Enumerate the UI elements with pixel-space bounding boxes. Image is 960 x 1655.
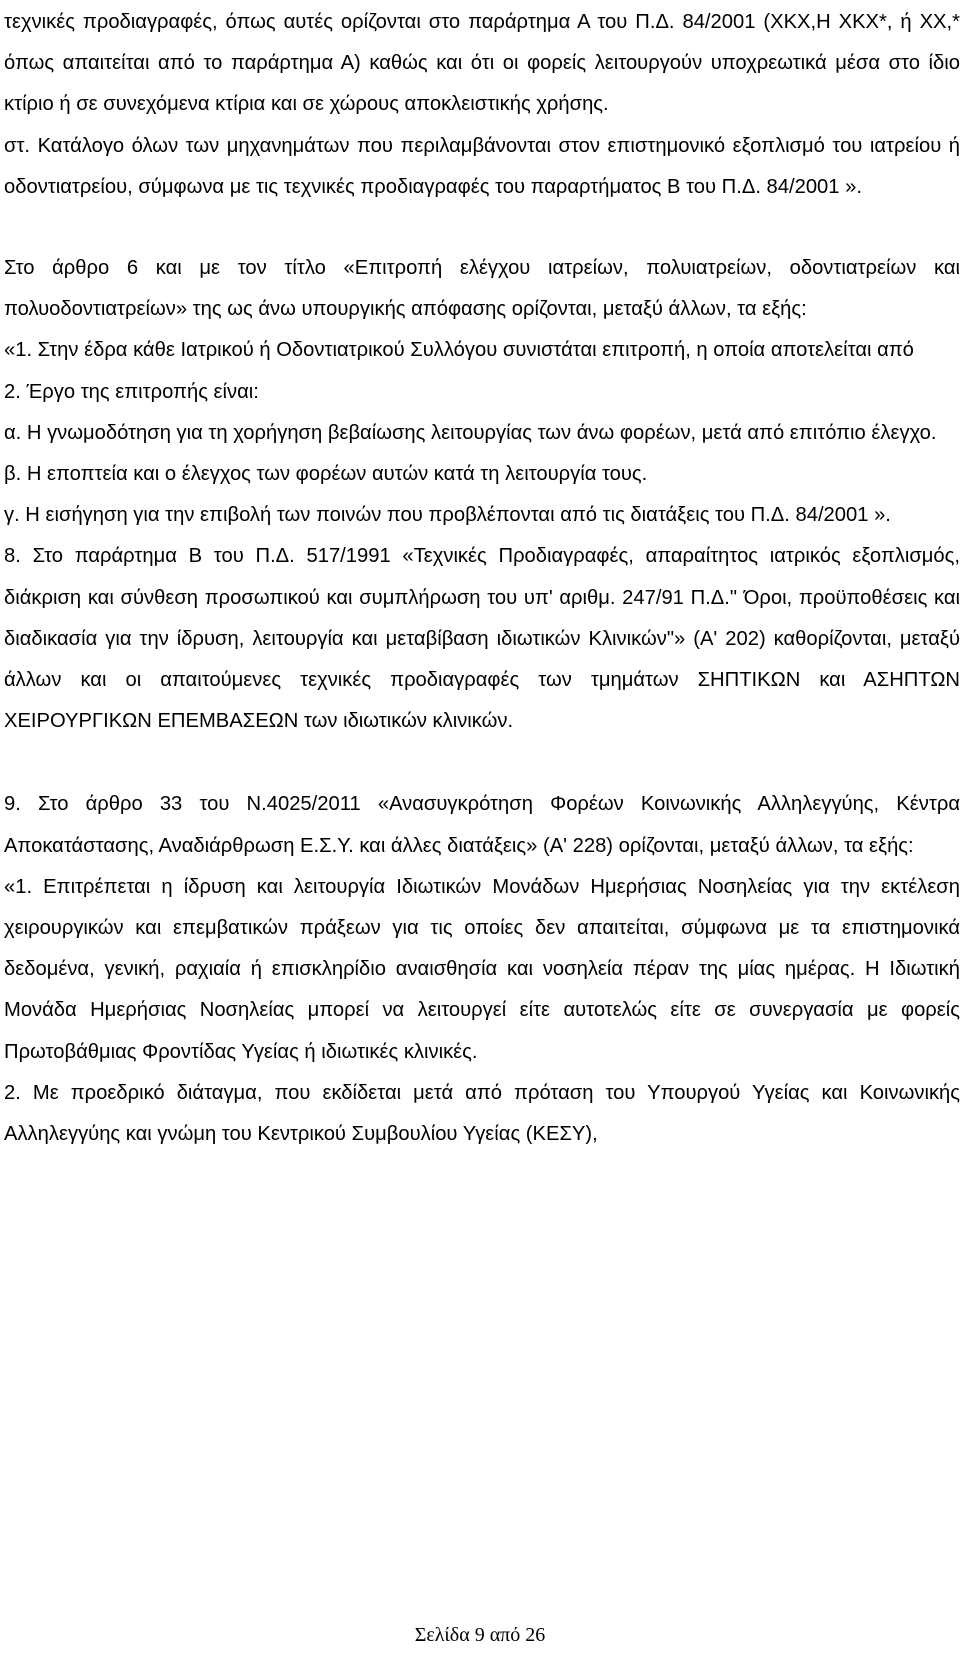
document-body <box>4 2 960 1155</box>
paragraph-section-9: 9. Στο άρθρο 33 του Ν.4025/2011 «Ανασυγκρότηση Φορέων Κοινωνικής Αλληλεγγύης, Κέντρα Αποκατάστασης, Αναδιάρθρωση Ε.Σ.Υ. και άλλες διατάξεις» (Α' 228) ορίζονται, μεταξύ άλλων, τα εξής: <box>4 793 960 857</box>
paragraph-section-8: 8. Στο παράρτημα Β του Π.Δ. 517/1991 «Τεχνικές Προδιαγραφές, απαραίτητος ιατρικός εξοπλισμός, διάκριση και σύνθεση προσωπικού και συμπλήρωση του υπ' αριθμ. 247/91 Π.Δ." Όροι, προϋποθέσεις και διαδικασία για την ίδρυση, λειτουργία και μεταβίβαση ιδιωτικών Κλινικών"» (Α' 202) καθορίζονται, μεταξύ άλλων και οι απαιτούμενες τεχνικές προδιαγραφές των τμημάτων ΣΗΠΤΙΚΩΝ και ΑΣΗΠΤΩΝ ΧΕΙΡΟΥΡΓΙΚΩΝ ΕΠΕΜΒΑΣΕΩΝ των ιδιωτικών κλινικών. <box>4 545 960 733</box>
paragraph-day-care-1: «1. Επιτρέπεται η ίδρυση και λειτουργία Ιδιωτικών Μονάδων Ημερήσιας Νοσηλείας για την εκτέλεση χειρουργικών και επεμβατικών πράξεων για τις οποίες δεν απαιτείται, σύμφωνα με τα επιστημονικά δεδομένα, γενική, ραχιαία ή επισκληρίδιο αναισθησία και νοσηλεία πέραν της μίας ημέρας. Η Ιδιωτική Μονάδα Ημερήσιας Νοσηλείας μπορεί να λειτουργεί είτε αυτοτελώς είτε σε συνεργασία με φορείς Πρωτοβάθμιας Φροντίδας Υγείας ή ιδιωτικές κλινικές. <box>4 875 960 1063</box>
paragraph-day-care-2: 2. Με προεδρικό διάταγμα, που εκδίδεται μετά από πρόταση του Υπουργού Υγείας και Κοινωνικής Αλληλεγγύης και γνώμη του Κεντρικού Συμβουλίου Υγείας (ΚΕΣΥ), <box>4 1081 960 1146</box>
paragraph-technical-specs: τεχνικές προδιαγραφές, όπως αυτές ορίζονται στο παράρτημα Α του Π.Δ. 84/2001 (ΧΚΧ,Η ΧΚΧ*, ή ΧΧ,* όπως απαιτείται από το παράρτημα Α) καθώς και ότι οι φορείς λειτουργούν υποχρεωτικά μέσα στο ίδιο κτίριο ή σε συνεχόμενα κτίρια και σε χώρους αποκλειστικής χρήσης. <box>4 11 960 116</box>
paragraph-item-a: α. Η γνωμοδότηση για τη χορήγηση βεβαίωσης λειτουργίας των άνω φορέων, μετά από επιτόπιο έλεγχο. <box>4 421 937 444</box>
paragraph-article-6: Στο άρθρο 6 και με τον τίτλο «Επιτροπή ελέγχου ιατρείων, πολυιατρείων, οδοντιατρείων και πολυοδοντιατρείων» της ως άνω υπουργικής απόφασης ορίζονται, μεταξύ άλλων, τα εξής: <box>4 257 960 321</box>
paragraph-committee-1: «1. Στην έδρα κάθε Ιατρικού ή Οδοντιατρικού Συλλόγου συνιστάται επιτροπή, η οποία αποτελείται από <box>4 339 914 362</box>
paragraph-item-b: β. Η εποπτεία και ο έλεγχος των φορέων αυτών κατά τη λειτουργία τους. <box>4 463 648 486</box>
paragraph-committee-2: 2. Έργο της επιτροπής είναι: <box>4 380 259 403</box>
page-number-footer: Σελίδα 9 από 26 <box>414 1624 546 1646</box>
paragraph-equipment-list: στ. Κατάλογο όλων των μηχανημάτων που περιλαμβάνονται στον επιστημονικό εξοπλισμό του ιατρείου ή οδοντιατρείου, σύμφωνα με τις τεχνικές προδιαγραφές του παραρτήματος Β του Π.Δ. 84/2001 ». <box>4 134 960 198</box>
paragraph-item-c: γ. Η εισήγηση για την επιβολή των ποινών που προβλέπονται από τις διατάξεις του Π.Δ. 84/2001 ». <box>4 504 891 527</box>
